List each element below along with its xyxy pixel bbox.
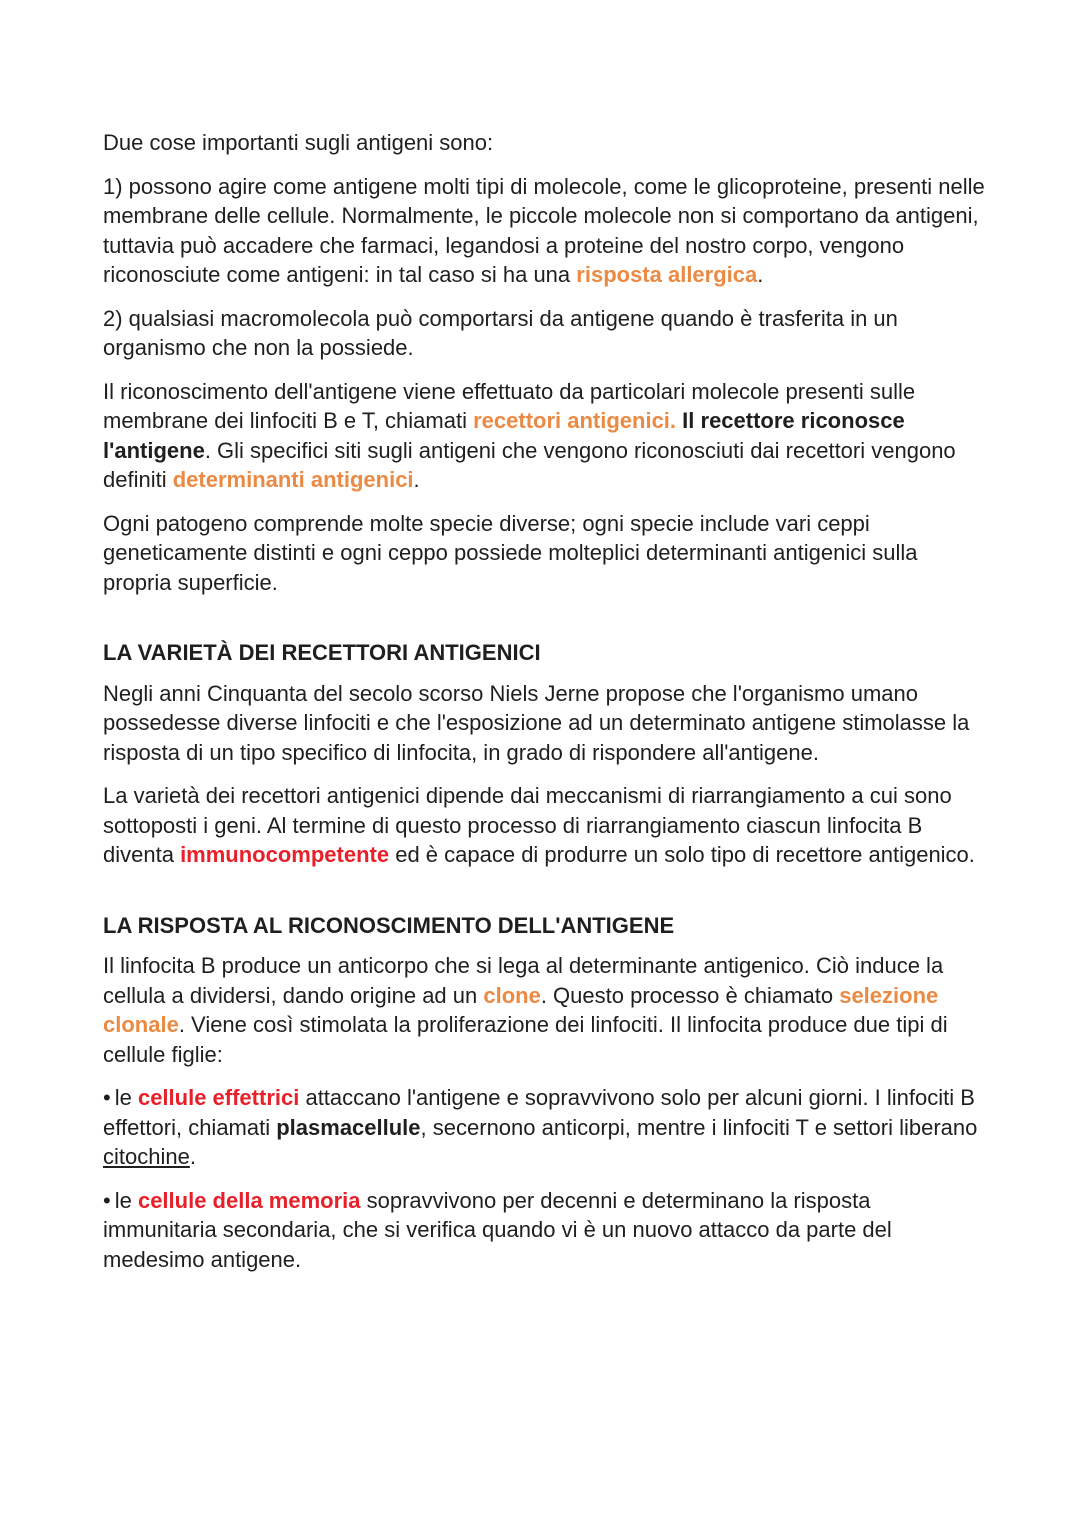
cellule-memoria-highlight: cellule della memoria xyxy=(137,1187,361,1213)
recettori-antigenici-highlight: recettori antigenici. xyxy=(473,408,677,433)
jerne-paragraph xyxy=(103,679,988,768)
clonal-text-a: Il linfocita B produce un anticorpo che si lega al determinante antigenico. Ciò induce la cellula a dividersi, dando origine ad un xyxy=(103,953,944,1008)
immunocompetente-highlight: immunocompetente xyxy=(180,842,390,867)
section-heading-risposta: LA RISPOSTA AL RICONOSCIMENTO DELL'ANTIGENE xyxy=(103,912,675,938)
point-1-text: 1) possono agire come antigene molti tipi di molecole, come le glicoproteine, presenti nelle membrane delle cellule. Normalmente, le piccole molecole non si comportano da antigeni, tuttavia può accadere che farmaci, legandosi a proteine del nostro corpo, vengono riconosciute come antigeni: in tal caso si ha una xyxy=(103,173,985,287)
document-page xyxy=(103,128,988,1288)
bullet-2-text-a: le xyxy=(114,1187,138,1213)
clonal-text-c: . Viene così stimolata la proliferazione dei linfociti. Il linfocita produce due tipi di cellule figlie: xyxy=(103,1012,948,1067)
section-heading-varieta: LA VARIETÀ DEI RECETTORI ANTIGENICI xyxy=(103,640,541,665)
clonal-text-b: . Questo processo è chiamato xyxy=(540,982,840,1008)
pathogen-paragraph xyxy=(103,509,988,598)
risposta-allergica-highlight: risposta allergica xyxy=(576,262,758,287)
determinanti-antigenici-highlight: determinanti antigenici xyxy=(172,467,414,492)
clonal-paragraph xyxy=(103,951,988,1069)
rearrangement-text-a: La varietà dei recettori antigenici dipende dai meccanismi di riarrangiamento a cui sono sottoposti i geni. Al termine di questo processo di riarrangiamento ciascun linfocita B diventa xyxy=(103,783,952,867)
recognition-paragraph xyxy=(103,377,988,495)
recettore-riconosce-bold: Il recettore riconosce l'antigene xyxy=(103,408,905,463)
selezione-clonale-highlight: selezione clonale xyxy=(103,982,939,1037)
intro-text: Due cose importanti sugli antigeni sono: xyxy=(103,130,494,155)
point-1-end: . xyxy=(757,262,764,287)
plasmacellule-bold: plasmacellule xyxy=(276,1114,421,1140)
bullet-2-text-b: sopravvivono per decenni e determinano la risposta immunitaria secondaria, che si verifica quando vi è un nuovo attacco da parte del medesimo antigene. xyxy=(103,1187,892,1272)
point-2-paragraph xyxy=(103,304,988,363)
intro-paragraph xyxy=(103,128,988,158)
bullet-1-text-c: , secernono anticorpi, mentre i linfociti T e settori liberano xyxy=(420,1114,978,1140)
recognition-text-c: . Gli specifici siti sugli antigeni che vengono riconosciuti dai recettori vengono definiti xyxy=(103,437,956,492)
bullet-1-text-d: . xyxy=(189,1144,196,1169)
bullet-memory xyxy=(103,1186,988,1275)
bullet-icon: • xyxy=(103,1187,111,1213)
bullet-1-text-b: attaccano l'antigene e sopravvivono solo per alcuni giorni. I linfociti B effettori, chiamati xyxy=(103,1085,975,1140)
pathogen-text: Ogni patogeno comprende molte specie diverse; ogni specie include vari ceppi geneticamente distinti e ogni ceppo possiede molteplici determinanti antigenici sulla propria superficie. xyxy=(103,510,918,595)
citochine-underline: citochine xyxy=(103,1144,190,1169)
bullet-icon: • xyxy=(103,1085,111,1110)
point-2-text: 2) qualsiasi macromolecola può comportarsi da antigene quando è trasferita in un organismo che non la possiede. xyxy=(103,305,898,360)
cellule-effettrici-highlight: cellule effettrici xyxy=(137,1085,300,1110)
clone-highlight: clone xyxy=(483,982,541,1008)
recognition-text-d: . xyxy=(413,467,420,492)
rearrangement-text-b: ed è capace di produrre un solo tipo di recettore antigenico. xyxy=(389,842,975,867)
bullet-1-text-a: le xyxy=(114,1085,138,1110)
recognition-text-a: Il riconoscimento dell'antigene viene effettuato da particolari molecole presenti sulle membrane dei linfociti B e T, chiamati xyxy=(103,378,916,433)
bullet-effector xyxy=(103,1083,988,1172)
jerne-text: Negli anni Cinquanta del secolo scorso Niels Jerne propose che l'organismo umano possedesse diverse linfociti e che l'esposizione ad un determinato antigene stimolasse la risposta di un tipo specifico di linfocita, in grado di rispondere all'antigene. xyxy=(103,680,970,765)
point-1-paragraph xyxy=(103,172,988,290)
rearrangement-paragraph xyxy=(103,781,988,870)
